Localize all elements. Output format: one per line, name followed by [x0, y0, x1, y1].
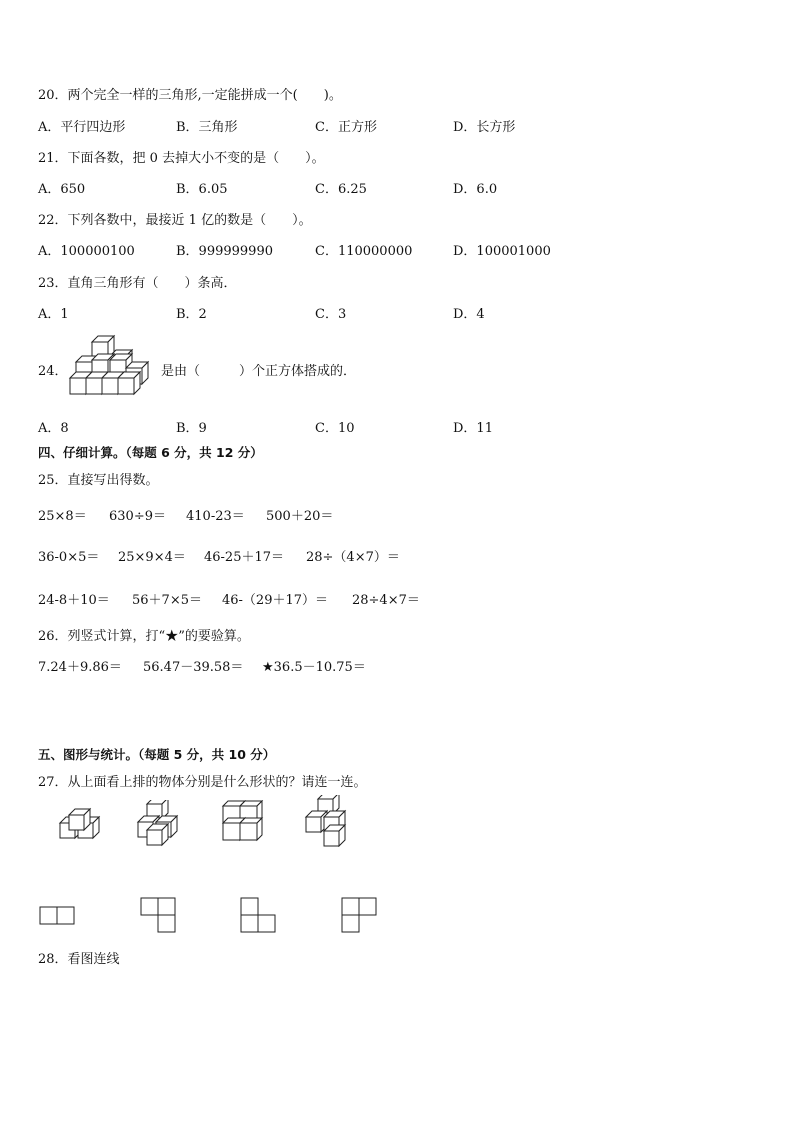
calc-item: 24-8＋10＝ — [38, 593, 110, 608]
q20-option-d[interactable]: D．长方形 — [453, 120, 516, 135]
q27-top-view-3 — [238, 895, 278, 935]
q27-object-4-figure — [298, 795, 354, 847]
q21-option-c[interactable]: C．6.25 — [315, 182, 367, 197]
calc-item: 36-0×5＝ — [38, 550, 100, 565]
calc-item: 25×8＝ — [38, 509, 87, 524]
q22-option-a[interactable]: A．100000100 — [38, 244, 135, 259]
q21-option-b[interactable]: B．6.05 — [176, 182, 228, 197]
q20-option-b[interactable]: B．三角形 — [176, 120, 238, 135]
section-5-heading: 五、图形与统计。（每题 5 分，共 10 分） — [38, 747, 276, 762]
calc-item: 410-23＝ — [186, 509, 245, 524]
q22-option-d[interactable]: D．100001000 — [453, 244, 551, 259]
q20-option-c[interactable]: C．正方形 — [315, 120, 377, 135]
q22-option-b[interactable]: B．999999990 — [176, 244, 273, 259]
calc-item: 28÷4×7＝ — [352, 593, 420, 608]
q27-top-view-1 — [38, 903, 78, 927]
q23-option-b[interactable]: B．2 — [176, 307, 207, 322]
question-28-stem: 28．看图连线 — [38, 952, 120, 967]
q24-option-a[interactable]: A．8 — [38, 421, 69, 436]
q24-option-c[interactable]: C．10 — [315, 421, 355, 436]
q21-option-d[interactable]: D．6.0 — [453, 182, 498, 197]
q24-option-b[interactable]: B．9 — [176, 421, 207, 436]
calc-item: 46-（29＋17）＝ — [222, 593, 329, 608]
question-21-stem: 21．下面各数，把 0 去掉大小不变的是（ ）。 — [38, 151, 325, 166]
calc-item: 25×9×4＝ — [118, 550, 186, 565]
vertical-calc-item: 56.47－39.58＝ — [143, 660, 244, 675]
q20-option-a[interactable]: A．平行四边形 — [38, 120, 126, 135]
q27-top-view-4 — [339, 895, 379, 935]
q21-option-a[interactable]: A．650 — [38, 182, 86, 197]
calc-item: 46-25＋17＝ — [204, 550, 285, 565]
calc-item: 28÷（4×7）＝ — [306, 550, 400, 565]
q23-option-a[interactable]: A．1 — [38, 307, 69, 322]
question-25-stem: 25．直接写出得数。 — [38, 473, 159, 488]
question-24-text: 是由（ ）个正方体搭成的． — [161, 364, 357, 379]
section-4-heading: 四、仔细计算。（每题 6 分，共 12 分） — [38, 445, 263, 460]
calc-item: 56＋7×5＝ — [132, 593, 202, 608]
q23-option-c[interactable]: C．3 — [315, 307, 347, 322]
q27-top-view-2 — [138, 895, 178, 935]
q24-cube-stack-figure — [66, 330, 152, 400]
calc-item: 500＋20＝ — [266, 509, 334, 524]
q27-object-1-figure — [55, 805, 105, 847]
question-24-number: 24． — [38, 364, 68, 379]
q27-object-2-figure — [135, 800, 189, 850]
vertical-calc-item: 7.24＋9.86＝ — [38, 660, 122, 675]
q27-object-3-figure — [220, 800, 270, 848]
q23-option-d[interactable]: D．4 — [453, 307, 485, 322]
vertical-calc-item: ★36.5－10.75＝ — [262, 660, 366, 675]
question-22-stem: 22．下列各数中，最接近 1 亿的数是（ ）。 — [38, 213, 312, 228]
question-23-stem: 23．直角三角形有（ ）条高． — [38, 276, 237, 291]
q24-option-d[interactable]: D．11 — [453, 421, 493, 436]
calc-item: 630÷9＝ — [109, 509, 166, 524]
question-20-stem: 20．两个完全一样的三角形,一定能拼成一个( )。 — [38, 88, 342, 103]
question-26-stem: 26．列竖式计算，打“★”的要验算。 — [38, 629, 250, 644]
question-27-stem: 27．从上面看上排的物体分别是什么形状的？请连一连。 — [38, 775, 367, 790]
q22-option-c[interactable]: C．110000000 — [315, 244, 413, 259]
